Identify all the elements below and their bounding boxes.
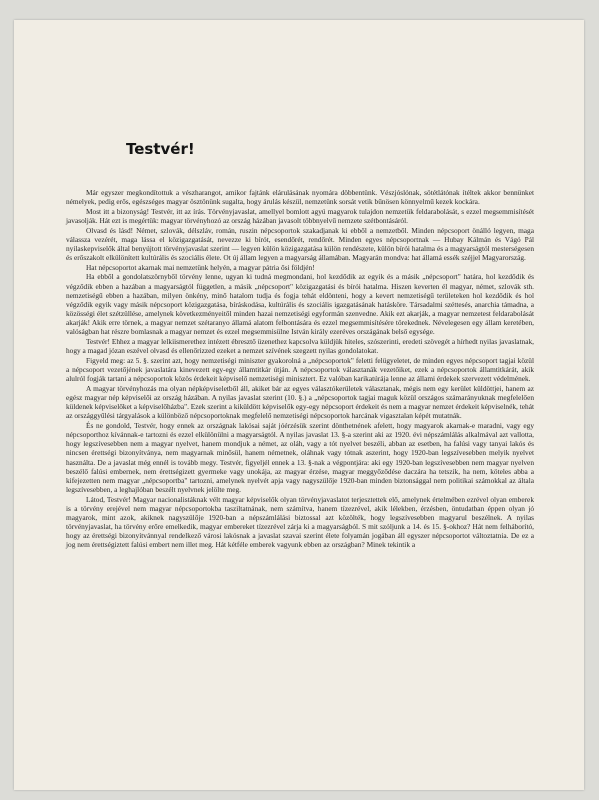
paragraph: Hat népcsoportot akarnak mai nemzetünk helyén, a magyar pátria ősi földjén! bbox=[86, 262, 315, 272]
paragraph: És ne gondold, Testvér, hogy ennek az országnak lakósai saját jóérzésük szerint dönthetnének afelett, hogy magyarok akarnak-e maradni, vagy egy népcsoporthoz kívánnak-e tartozni és ezzel elkülönülni a magyarságtól. A nyilas javaslat 13. §-a szerint aki az 1920. évi népszámlálás alkalmával azt vallotta, hogy legszívesebben nem a magyar nyelvet, hanem mondjuk a német, az oláh, vagy a tót nyelvet beszéli, abban az esetben, ha falúsi vagy tanyai lakós és nincsen érettségi bizonyítványa, nem magyarnak minősül, hanem németnek, oláhnak vagy tótnak aszerint, hogy 1920-ban legszívesebben melyik nyelvet használta. De a javaslat még ennél is tovább megy. Testvér, figyeljél ennek a 13. §-nak a végpontjára: aki egy 1920-ban legszívesebben nem magyar nyelven beszélő falúsi embernek, nem érettségizett gyermeke vagy unokája, az magyar érzése, magyar meggyőződése daczára ha tetszik, ha nem, köteles abba a kifejezetten nem magyar „népcsoportba" tartozni, amelynek nyelvét apja vagy nagyszülője 1920-ban minden biztonsággal nem politikai számokkal az általa legszívesebben, a leghajlóban beszélt nyelvnek jelölte meg. bbox=[66, 420, 534, 494]
paragraph: Figyeld meg: az 5. §. szerint azt, hogy nemzetiségi miniszter gyakorolná a „népcsoportok" feletti felügyeletet, de minden egyes népcsoport tagjai közül a népcsoport vezetőjének javaslatára kinevezett egy-egy államtitkár útján. A népcsoportok választanák vezetőiket, ezek a népcsoportok államtitkárát, akik alulról fogják tartani a népcsoportok közös érdekeit képviselő nemzetiségi minisztert. Ez valóban karikatúrája lenne az állami érdekek szervezett védelmének. bbox=[66, 355, 534, 384]
paragraph: A magyar törvényhozás ma olyan népképviseletből áll, akiket bár az egyes választókerületek választanak, mégis nem egy kerület küldöttjei, hanem az egész magyar nép képviselői az ország házában. A nyilas javaslat szerint (10. §.) a „népcsoportok tagjai maguk közül országos számarányuknak megfelelően küldenek képviselőket a képviselőházba". Ezek szerint a kiküldött képviselők egy-egy népcsoport érdekeit és nem a magyar nemzet érdekeit képviselnék, tehát az országgyűlési tárgyalások a különböző népcsoportoknak megfelelő nemzetiségi népcsoportok harcának vigasztalan képét mutatnák. bbox=[66, 383, 534, 421]
paragraph: Olvasd és lásd! Német, szlovák, délszláv, román, ruszin népcsoportok szakadjanak ki ebből a nemzetből. Minden népcsoport önálló legyen, maga válassza vezérét, maga lássa el közigazgatását, nevezze ki bírót, esendőrét, rendőrét. Minden egyes népcsoportnak — Hubay Kálmán és Vágó Pál nyilaskepviselők által benyújtott törvényjavaslat szerint — legyen külön közigazgatása külön rendészete, külön bírói hatalma és a magyarságtól mesterségesen és erőszakolt elkülönített kultúrális és szociális élete. Ot új állam legyen a magyarság államában. Magyarán mondva: hat államá essék széjjel Magyarország. bbox=[66, 225, 534, 263]
document-title: Testvér! bbox=[126, 140, 195, 158]
paragraph: Már egyszer megkondítottuk a vészharangot, amikor fajtánk elárulásának nyomára döbbentünk. Vészjóslónak, sötétlátónak ítéltek akkor bennünket némelyek, pedig erős, egészséges magyar ösztönünk sugalta, hogy árulás készül, nemzetünk sorsát vetik bűnösen könnyelmű kezek kockára. bbox=[66, 188, 534, 207]
paragraph: Ha ebből a gondolatszörnyből törvény lenne, ugyan ki tudná megmondani, hol kezdődik az egyik és a másik „népcsoport" határa, hol kezdődik és végződik ebben a hazában a magyarságtól független, a másik „népcsoport" közigazgatási és bírói hatalma. Hiszen keverten él magyar, német, szlovák sth. nemzetiségű ebben a hazában, milyen önkény, minő hatalom tudja és fogja tehát eldönteni, hogy a kevert nemzetiségű területeken hol kezdődik és hol végződik egyik vagy másik népcsoport közigazgatása, bíráskodása, kultúrális és szociális igazgatásának hatásköre. Társadalmi széttesés, anarchia támadna, a közösségi élet szétzüllése, amelynek következményeitől minden hazai nemzetiségi egyformán szenvedne. Akik ezt akarják, a magyar nemzetest feldarabolását akarják! Akik erre törnek, a magyar nemzet szétaranyo államá alatom felbontására és ezzel megsemmisítésére törekednek. Névelegesen egy állam keretében, valóságban hat részre bomlasnak a magyar nemzet és ezzel megsemmisülne István király ezeréves országának belső egysége. bbox=[66, 272, 534, 337]
document-body bbox=[66, 188, 534, 550]
paragraph: Testvér! Ehhez a magyar lelkiismerethez intézett ébresztő üzenethez kapcsolva küldjük hiteles, szószerinti, eredeti szövegét a hírhedt nyilas javaslatnak, hogy a magad józan eszével olvasd és ellenőrizzed ezeket a nemzet szívének szegzett nyilas gondolatokat. bbox=[66, 337, 534, 356]
paragraph: Most itt a bizonyság! Testvér, itt az írás. Törvényjavaslat, amellyel bomlott agyú magyarok tulajdon nemzetük feldarabolását, s ezzel megsemmisítését javasolják. Hát ezt is megértük: magyar törvényhozó az ország házában javasolt többnyelvű nemzete szétbontásáról. bbox=[66, 206, 534, 225]
document-page bbox=[14, 20, 584, 790]
paragraph: Látod, Testvér! Magyar nacionalistáknak vélt magyar képviselők olyan törvényjavaslatot terjesztettek elő, amelynek értelmében ezrével olyan emberek is a törvény erejével nem magyar népcsoportokba tasziltatnának, nem számítva, hanem tízezrével, akik lélekben, érzésben, öntudatban éppen olyan jó magyarok, mint azok, akiknek nagyszülője 1920-ban a népszámlálási biztossal azt közölték, hogy legszívesebben magyarul beszélnek. A nyilas törvényjavaslat, ha törvény erőre emelkedik, magyar embereket tízezrével zárja ki a magyarságból. S mit szóljunk a 14. és 15. §-okhoz? Hát nem felháborító, hogy az érettségi bizonyítvánnyal rendelkező városi lakósnak a javaslat szavai szerint élete folyamán jogában áll egyszer népcsoportot változtatnia. De ez a jog nem érettségiztett falúsi embert nem illet meg. Hát kétféle emberek vagyunk ebben az országban? Minek tekintik a bbox=[66, 494, 534, 550]
